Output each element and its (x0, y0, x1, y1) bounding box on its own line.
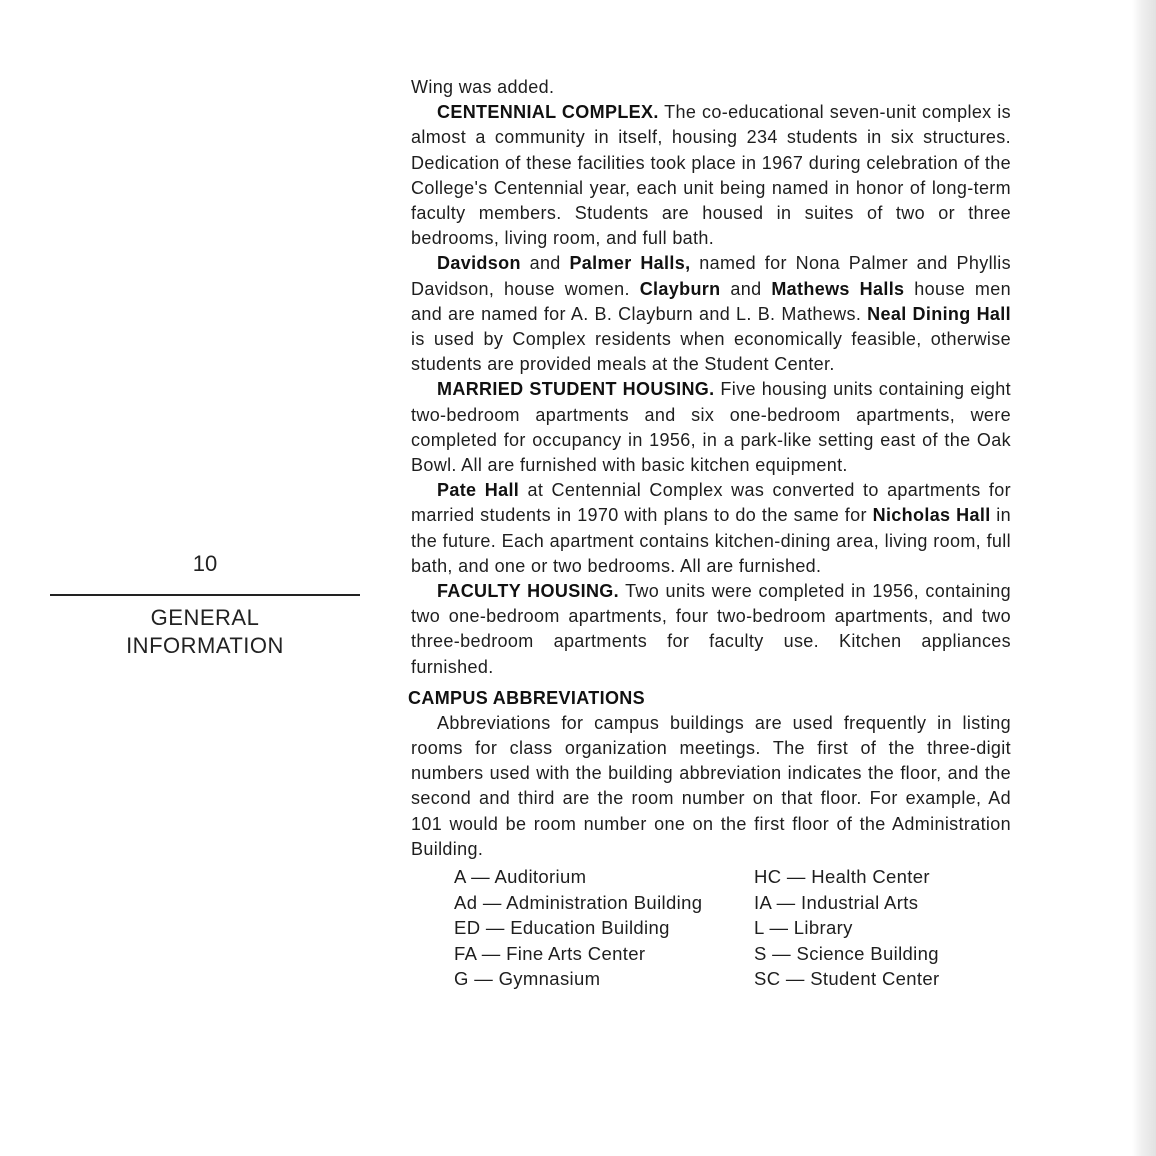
paragraph-faculty-housing (411, 579, 1011, 680)
text-centennial-complex: The co-educational seven-unit complex is almost a community in itself, housing 234 students in six structures. Dedication of these facilities took place in 1967 during celebration of the College's Centennial year, each unit being named in honor of long-term faculty members. Students are housed in suites of two or three bedrooms, living room, and full bath. (411, 102, 1011, 249)
page-edge-shadow (1132, 0, 1156, 1156)
abbreviation-list (454, 864, 1011, 992)
halls-text: house men and are named for A. B. Clayburn and L. B. Mathews. (411, 278, 1011, 324)
paragraph-centennial-complex (411, 100, 1011, 251)
halls-text: is used by Complex residents when economically feasible, otherwise students are provided meals at the Student Center. (411, 329, 1011, 375)
heading-faculty-housing: FACULTY HOUSING. (437, 581, 619, 602)
hall-name-mathews: Mathews Halls (771, 278, 905, 299)
halls-text: and (720, 278, 772, 299)
halls-text: and (520, 253, 570, 274)
section-label (50, 604, 360, 660)
hall-name-neal-dining: Neal Dining Hall (867, 303, 1011, 324)
heading-married-student-housing: MARRIED STUDENT HOUSING. (437, 379, 715, 400)
abbreviation-item: FA — Fine Arts Center (454, 942, 646, 964)
hall-name-clayburn: Clayburn (639, 278, 721, 299)
page-number: 10 (192, 551, 218, 576)
paragraph-halls (411, 251, 1011, 377)
hall-name-nicholas: Nicholas Hall (872, 505, 991, 526)
abbreviation-item: A — Auditorium (454, 866, 587, 888)
abbreviation-item: Ad — Administration Building (454, 891, 703, 913)
halls-text: named for Nona Palmer and Phyllis Davidson, house women. (411, 253, 1011, 299)
sidebar-divider (50, 594, 360, 596)
hall-name-davidson: Davidson (437, 253, 521, 274)
abbreviation-item: L — Library (754, 917, 853, 939)
pate-text: in the future. Each apartment contains kitchen-dining area, living room, full bath, and one or two bedrooms. All are furnished. (411, 505, 1011, 576)
pate-text: at Centennial Complex was converted to apartments for married students in 1970 with plans to do the same for (411, 480, 1011, 526)
section-label-line1: GENERAL (150, 605, 260, 630)
paragraph-continuation: Wing was added. (411, 77, 555, 97)
paragraph-pate-hall (411, 478, 1011, 579)
paragraph-abbreviations-intro: Abbreviations for campus buildings are used frequently in listing rooms for class organization meetings. The first of the three-digit numbers used with the building abbreviation indicates the floor, and the second and third are the room number on that floor. For example, Ad 101 would be room number one on the first floor of the Administration Building. (411, 712, 1011, 859)
section-label-line2: INFORMATION (126, 633, 284, 658)
hall-name-palmer: Palmer Halls, (569, 253, 691, 274)
paragraph-married-student-housing (411, 377, 1011, 478)
hall-name-pate: Pate Hall (437, 480, 520, 501)
abbreviation-item: S — Science Building (754, 942, 939, 964)
abbreviation-item: HC — Health Center (754, 866, 930, 888)
abbreviation-item: G — Gymnasium (454, 968, 601, 990)
main-text-column (408, 75, 1012, 992)
heading-centennial-complex: CENTENNIAL COMPLEX. (437, 102, 659, 123)
abbreviation-item: ED — Education Building (454, 917, 670, 939)
sidebar (50, 548, 360, 660)
abbreviation-item: SC — Student Center (754, 968, 940, 990)
heading-campus-abbreviations: CAMPUS ABBREVIATIONS (408, 687, 646, 708)
text-married-student-housing: Five housing units containing eight two-bedroom apartments and six one-bedroom apartments, were completed for occupancy in 1956, in a park-like setting east of the Oak Bowl. All are furnished with basic kitchen equipment. (411, 379, 1012, 476)
abbreviation-item: IA — Industrial Arts (754, 891, 919, 913)
text-faculty-housing: Two units were completed in 1956, containing two one-bedroom apartments, four two-bedroom apartments, and two three-bedroom apartments for faculty use. Kitchen appliances furnished. (411, 581, 1011, 677)
